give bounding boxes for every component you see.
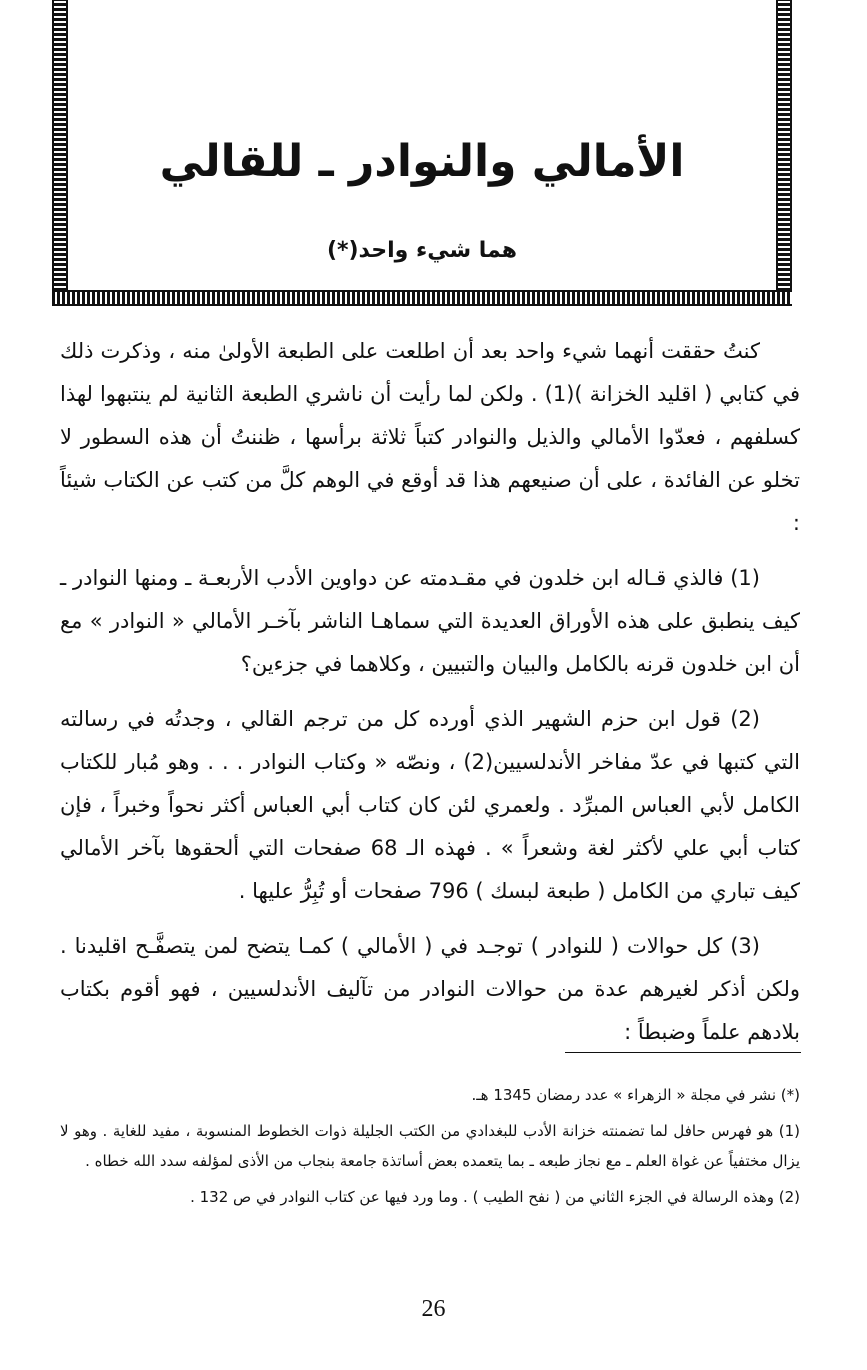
article-body xyxy=(60,330,800,1066)
footnote-separator xyxy=(565,1052,801,1053)
paragraph-intro: كنتُ حققت أنهما شيء واحد بعد أن اطلعت على الطبعة الأولىٰ منه ، وذكرت ذلك في كتابي ( اقليد الخزانة )(1) . ولكن لما رأيت أن ناشري الطبعة الثانية لم ينتبهوا لهذا كسلفهم ، فعدّوا الأمالي والذيل والنوادر كتباً ثلاثة برأسها ، ظننتُ أن هذه السطور لا تخلو عن الفائدة ، على أن صنيعهم هذا قد أوقع في الوهم كلَّ من كتب عن الكتاب شيئاً : xyxy=(60,339,800,535)
footnote-star: (*) نشر في مجلة « الزهراء » عدد رمضان 1345 هـ. xyxy=(471,1086,800,1104)
page-number: 26 xyxy=(421,1296,446,1322)
paragraph-point-2: (2) قول ابن حزم الشهير الذي أورده كل من ترجم القالي ، وجدتُه في رسالته التي كتبها في عدّ مفاخر الأندلسيين(2) ، ونصّه « وكتاب النوادر . . . وهو مُبار للكتاب الكامل لأبي العباس المبرِّد . ولعمري لئن كان كتاب أبي العباس أكثر نحواً وخبراً ، فإن كتاب أبي علي لأكثر لغة وشعراً » . فهذه الـ 68 صفحات التي ألحقوها بآخر الأمالي كيف تباري من الكامل ( طبعة لبسك ) 796 صفحات أو تُبِرُّ عليها . xyxy=(60,707,801,903)
paragraph-point-1: (1) فالذي قـاله ابن خلدون في مقـدمته عن دواوين الأدب الأربعـة ـ ومنها النوادر ـ كيف ينطبق على هذه الأوراق العديدة التي سماهـا الناشر بآخـر الأمالي « النوادر » مع أن ابن خلدون قرنه بالكامل والبيان والتبيين ، وكلاهما في جزءين؟ xyxy=(60,566,800,676)
footnotes xyxy=(60,1080,800,1218)
paragraph-point-3: (3) كل حوالات ( للنوادر ) توجـد في ( الأمالي ) كمـا يتضح لمن يتصفَّـح اقليدنا . ولكن أذكر لغيرهم عدة من حوالات النوادر من تآليف الأندلسيين ، فهو أقوم بكتاب بلادهم علماً وضبطاً : xyxy=(60,934,800,1044)
article-title: الأمالي والنوادر ـ للقالي xyxy=(159,136,685,187)
footnote-1: (1) هو فهرس حافل لما تضمنته خزانة الأدب للبغدادي من الكتب الجليلة ذوات الخطوط المنسوبة ، مفيد للغاية . وهو لا يزال مختفياً عن غواة العلم ـ مع نجاز طبعه ـ بما يتعمده بعض أساتذة جامعة بنجاب من الأذى لمؤلفه سدد الله خطاه . xyxy=(60,1122,800,1170)
frame-border-bottom xyxy=(52,290,792,306)
footnote-2: (2) وهذه الرسالة في الجزء الثاني من ( نفح الطيب ) . وما ورد فيها عن كتاب النوادر في ص 132 . xyxy=(190,1188,800,1206)
article-subtitle: هما شيء واحد(*) xyxy=(326,238,518,263)
